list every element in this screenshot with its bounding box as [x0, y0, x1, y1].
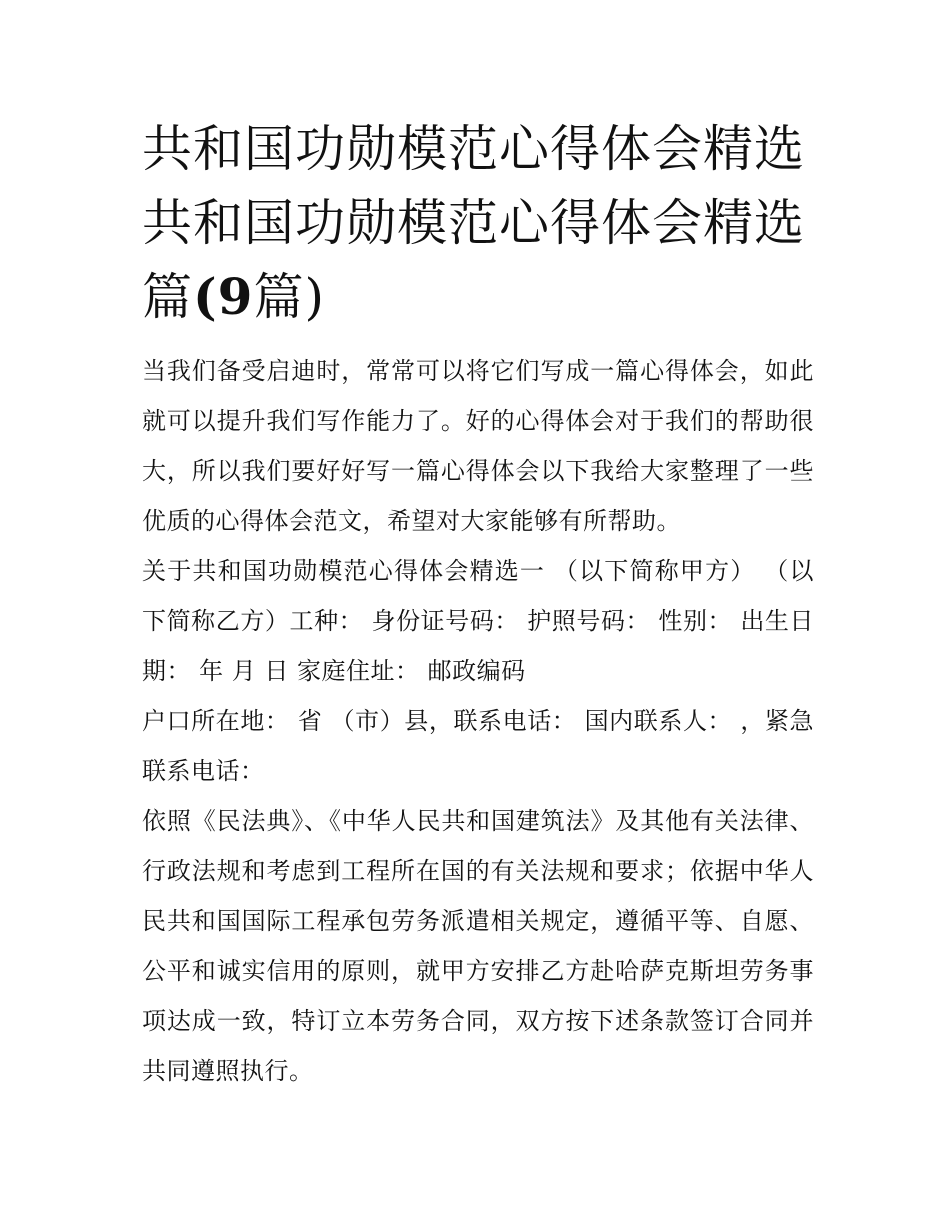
intro-paragraph: 当我们备受启迪时，常常可以将它们写成一篇心得体会，如此就可以提升我们写作能力了。好的心得体会对于我们的帮助很大，所以我们要好好写一篇心得体会以下我给大家整理了一些优质的心得体会范文，希望对大家能够有所帮助。 [142, 357, 814, 535]
title-line-3-suffix: 篇) [253, 268, 325, 326]
title-line-1: 共和国功勋模范心得体会精选 [142, 120, 805, 178]
title-count: (9 [193, 267, 254, 326]
legal-basis-paragraph: 依照《民法典》、《中华人民共和国建筑法》及其他有关法律、行政法规和考虑到工程所在国的有关法规和要求；依据中华人民共和国国际工程承包劳务派遣相关规定，遵循平等、自愿、公平和诚实信用的原则，就甲方安排乙方赴哈萨克斯坦劳务事项达成一致，特订立本劳务合同，双方按下述条款签订合同并共同遵照执行。 [142, 807, 814, 1085]
document-title [142, 112, 814, 334]
household-paragraph: 户口所在地： 省 （市）县，联系电话： 国内联系人： ，紧急联系电话： [142, 707, 814, 785]
title-line-3-prefix: 篇 [142, 268, 193, 326]
document-page [142, 112, 814, 1096]
title-line-3 [142, 260, 814, 334]
contract-parties-paragraph: 关于共和国功勋模范心得体会精选一 （以下简称甲方） （以下简称乙方）工种： 身份证号码： 护照号码： 性别： 出生日期： 年 月 日 家庭住址： 邮政编码 [142, 557, 814, 685]
title-line-2: 共和国功勋模范心得体会精选 [142, 194, 805, 252]
